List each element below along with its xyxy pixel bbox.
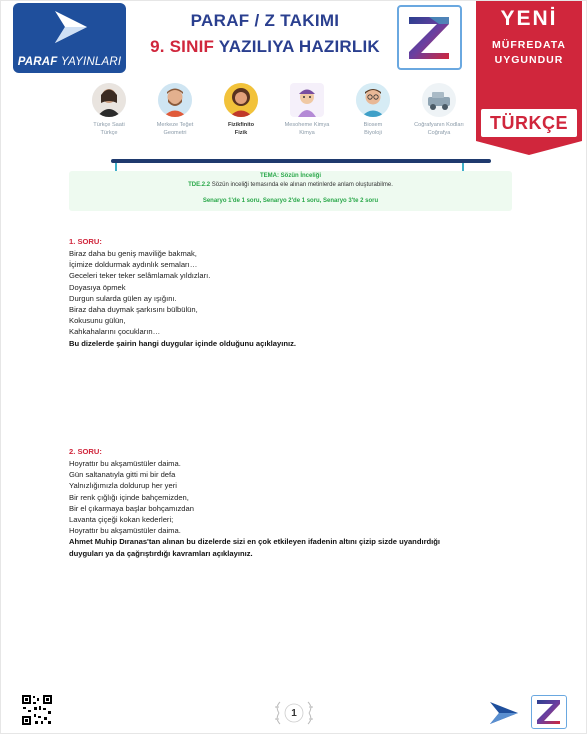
teacher-subject: Kimya <box>299 130 315 136</box>
z-footer-logo <box>531 695 567 729</box>
curriculum-ribbon <box>476 1 582 141</box>
teacher-item <box>406 83 472 136</box>
header-title <box>129 11 401 57</box>
grade-label: 9. SINIF <box>150 37 215 56</box>
teacher-subject: Coğrafya <box>427 130 451 136</box>
qr-code-icon[interactable] <box>21 694 53 726</box>
teacher-item <box>76 83 142 136</box>
outcome-text: Sözün inceliği temasında ele alınan metinlerde anlam oluşturabilme. <box>211 182 393 188</box>
poem-line: Kahkahalarını çocukların… <box>69 327 161 337</box>
avatar-cartoon-icon <box>290 83 324 117</box>
teacher-subject: Türkçe <box>100 130 118 136</box>
poem-line: Doyasıya öpmek <box>69 282 126 292</box>
paraf-logo <box>13 3 126 73</box>
question-title: 2. SORU: <box>69 447 102 456</box>
avatar-woman-curly-icon <box>224 83 258 117</box>
teacher-name: Türkçe Saati <box>93 122 125 128</box>
ribbon-curriculum: MÜFREDATA <box>492 39 566 51</box>
teacher-name: Mesoheme Kimya <box>284 122 330 128</box>
outcome-code: TDE.2.2 <box>188 182 211 188</box>
paraf-footer-arrow-icon <box>488 700 522 726</box>
subject-badge: TÜRKÇE <box>481 109 577 137</box>
teacher-name: Fizikfinito <box>227 122 255 128</box>
poem-line: Yalnızlığımızla doldurup her yeri <box>69 481 177 491</box>
learning-outcome <box>69 182 512 188</box>
question-1 <box>69 237 539 349</box>
question-prompt: Bu dizelerde şairin hangi duygular içinde olduğunu açıklayınız. <box>69 338 297 348</box>
teacher-item <box>142 83 208 136</box>
question-title: 1. SORU: <box>69 237 102 246</box>
brand-name: PARAF <box>17 56 58 68</box>
z-letter-icon <box>399 7 460 68</box>
z-team-logo <box>397 5 462 70</box>
title-line-1: PARAF / Z TAKIMI <box>190 11 340 30</box>
teacher-row <box>76 83 476 145</box>
z-letter-icon <box>532 696 565 727</box>
teacher-subject: Fizik <box>234 130 248 136</box>
avatar-man-glasses-icon <box>356 83 390 117</box>
poem-line: Bir renk çığlığı içinde bahçemizden, <box>69 492 189 502</box>
teacher-item <box>274 83 340 136</box>
poem-line: Lavanta çiçeği kokan kederleri; <box>69 515 174 525</box>
poem-line: Kokusunu gülün, <box>69 316 126 326</box>
teacher-name: Biosem <box>363 122 383 128</box>
page-number <box>271 699 317 727</box>
scenario-distribution: Senaryo 1'de 1 soru, Senaryo 2'de 1 soru, Senaryo 3'te 2 soru <box>202 198 379 204</box>
teacher-name: Merkeze Teğet <box>156 122 194 128</box>
poem-line: Bir el çıkarmaya başlar bohçamızdan <box>69 503 194 513</box>
poem-line: Geceleri teker teker selâmlamak yıldızları. <box>69 271 211 281</box>
poem-line: Durgun sularda gülen ay ışığını. <box>69 293 177 303</box>
teacher-item <box>208 83 274 136</box>
poem-line: Gün saltanatıyla gitti mi bir defa <box>69 470 176 480</box>
theme-label: TEMA: Sözün İnceliği <box>260 173 321 179</box>
question-prompt: Ahmet Muhip Dıranas'tan alınan bu dizelerde sizi en çok etkileyen ifadenin altını çizip sizde uyandırdığı <box>69 537 441 547</box>
exam-label: YAZILIYA HAZIRLIK <box>218 37 380 56</box>
teacher-subject: Biyoloji <box>364 130 382 136</box>
title-line-2 <box>129 37 401 57</box>
poem-line: Hoyrattır bu akşamüstüler daima. <box>69 459 181 468</box>
topic-box <box>69 171 512 211</box>
poem-line: Biraz daha duymak şarkısını bülbülün, <box>69 305 198 315</box>
ribbon-compliant: UYGUNDUR <box>494 54 564 66</box>
teacher-item <box>340 83 406 136</box>
poem-line: İçimize doldurmak aydınlık semaları… <box>69 260 198 270</box>
page-number-value: 1 <box>291 707 297 719</box>
poem-line: Hoyrattır bu akşamüstüler daima. <box>69 526 181 536</box>
question-2 <box>69 447 539 559</box>
question-prompt: duyguları ya da çağrıştırdığı kavramları açıklayınız. <box>69 548 253 558</box>
timeline-bar <box>111 159 491 163</box>
teacher-name: Coğrafyanın Kodları <box>414 122 464 128</box>
avatar-jeep-icon <box>422 83 456 117</box>
ribbon-new: YENİ <box>500 7 558 30</box>
avatar-man-beard-icon <box>158 83 192 117</box>
avatar-woman-icon <box>92 83 126 117</box>
brand-subtitle: YAYINLARI <box>60 56 122 68</box>
poem-line: Biraz daha bu geniş maviliğe bakmak, <box>69 249 197 258</box>
teacher-subject: Geometri <box>163 130 187 136</box>
paraf-arrow-icon <box>51 9 91 45</box>
